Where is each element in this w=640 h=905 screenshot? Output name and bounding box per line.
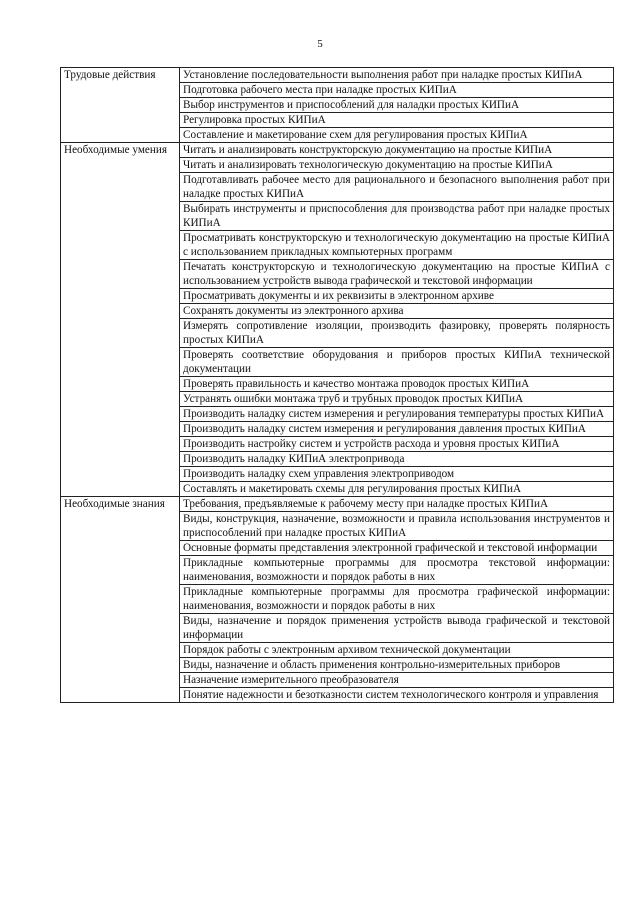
page-number: 5	[317, 38, 323, 50]
section-title: Необходимые знания	[61, 497, 180, 703]
table-row	[61, 143, 614, 158]
table-row	[61, 68, 614, 83]
table-row	[61, 497, 614, 512]
section-item: Просматривать конструкторскую и технологическую документацию на простые КИПиА с использованием прикладных компьютерных программ	[180, 231, 614, 260]
section-item: Прикладные компьютерные программы для просмотра графической информации: наименования, возможности и порядок работы в них	[180, 585, 614, 614]
section-item: Производить наладку КИПиА электропривода	[180, 452, 614, 467]
section-item: Виды, назначение и порядок применения устройств вывода графической и текстовой информации	[180, 614, 614, 643]
section-item: Измерять сопротивление изоляции, производить фазировку, проверять полярность простых КИПиА	[180, 319, 614, 348]
section-item: Устранять ошибки монтажа труб и трубных проводок простых КИПиА	[180, 392, 614, 407]
section-item: Прикладные компьютерные программы для просмотра текстовой информации: наименования, возможности и порядок работы в них	[180, 556, 614, 585]
section-item: Назначение измерительного преобразователя	[180, 673, 614, 688]
section-item: Подготавливать рабочее место для рационального и безопасного выполнения работ при наладке простых КИПиА	[180, 173, 614, 202]
section-item: Производить настройку систем и устройств расхода и уровня простых КИПиА	[180, 437, 614, 452]
section-item: Читать и анализировать технологическую документацию на простые КИПиА	[180, 158, 614, 173]
section-item: Выбирать инструменты и приспособления для производства работ при наладке простых КИПиА	[180, 202, 614, 231]
section-item: Производить наладку схем управления электроприводом	[180, 467, 614, 482]
section-item: Виды, назначение и область применения контрольно-измерительных приборов	[180, 658, 614, 673]
section-item: Печатать конструкторскую и технологическую документацию на простые КИПиА с использованием устройств вывода графической и текстовой информации	[180, 260, 614, 289]
section-item: Основные форматы представления электронной графической и текстовой информации	[180, 541, 614, 556]
section-item: Производить наладку систем измерения и регулирования температуры простых КИПиА	[180, 407, 614, 422]
competency-table	[60, 67, 614, 703]
section-item: Выбор инструментов и приспособлений для наладки простых КИПиА	[180, 98, 614, 113]
section-title: Трудовые действия	[61, 68, 180, 143]
section-item: Виды, конструкция, назначение, возможности и правила использования инструментов и приспособлений при наладке простых КИПиА	[180, 512, 614, 541]
competency-table-body	[61, 68, 614, 703]
section-item: Сохранять документы из электронного архива	[180, 304, 614, 319]
section-title: Необходимые умения	[61, 143, 180, 497]
section-item: Читать и анализировать конструкторскую документацию на простые КИПиА	[180, 143, 614, 158]
section-item: Регулировка простых КИПиА	[180, 113, 614, 128]
section-item: Понятие надежности и безотказности систем технологического контроля и управления	[180, 688, 614, 703]
section-item: Составлять и макетировать схемы для регулирования простых КИПиА	[180, 482, 614, 497]
section-item: Установление последовательности выполнения работ при наладке простых КИПиА	[180, 68, 614, 83]
section-item: Порядок работы с электронным архивом технической документации	[180, 643, 614, 658]
section-item: Подготовка рабочего места при наладке простых КИПиА	[180, 83, 614, 98]
section-item: Требования, предъявляемые к рабочему месту при наладке простых КИПиА	[180, 497, 614, 512]
section-item: Производить наладку систем измерения и регулирования давления простых КИПиА	[180, 422, 614, 437]
section-item: Проверять правильность и качество монтажа проводок простых КИПиА	[180, 377, 614, 392]
section-item: Проверять соответствие оборудования и приборов простых КИПиА технической документации	[180, 348, 614, 377]
section-item: Просматривать документы и их реквизиты в электронном архиве	[180, 289, 614, 304]
section-item: Составление и макетирование схем для регулирования простых КИПиА	[180, 128, 614, 143]
